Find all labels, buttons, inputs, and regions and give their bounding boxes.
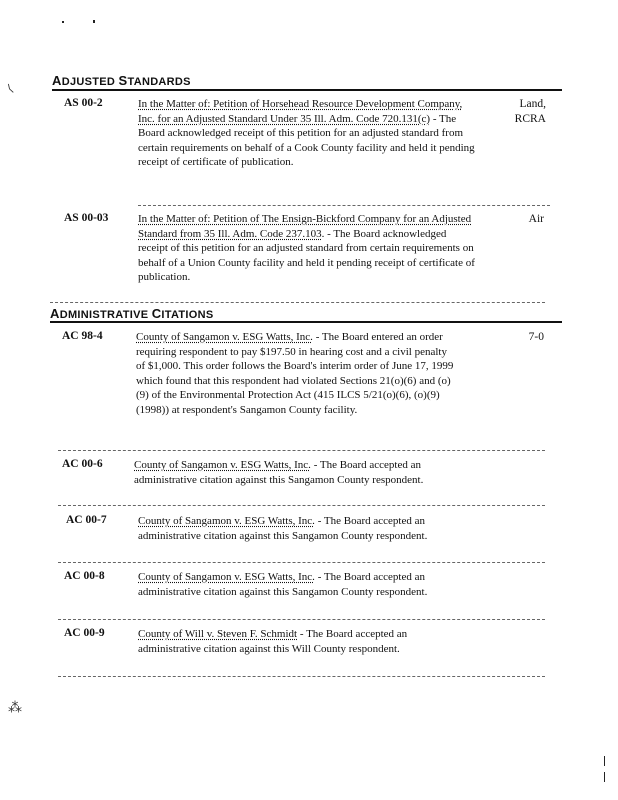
heading-rule bbox=[52, 89, 562, 91]
entry-divider bbox=[50, 302, 545, 303]
docket-number: AC 00-8 bbox=[64, 570, 105, 582]
entry-text: - The Board accepted an administrative citation against this Sangamon County respondent. bbox=[138, 571, 428, 598]
entry-divider bbox=[58, 450, 545, 451]
entry-description bbox=[134, 458, 460, 487]
entry-text: - The Board accepted an administrative citation against this Sangamon County respondent. bbox=[138, 515, 428, 542]
scan-edge-mark bbox=[604, 772, 605, 782]
entry-description bbox=[138, 97, 476, 170]
entry-text: - The Board acknowledged receipt of this petition for an adjusted standard from certain requirements on behalf of a Cook County facility and held it pending receipt of certificate of publication. bbox=[138, 112, 475, 169]
case-title-link[interactable]: In the Matter of: Petition of The Ensign-Bickford Company for an Adjusted Standard from 35 Ill. Adm. Code 237.103 bbox=[138, 213, 472, 240]
entry-divider bbox=[58, 562, 545, 563]
entry-divider bbox=[138, 205, 550, 206]
entry-text: - The Board accepted an administrative citation against this Will County respondent. bbox=[138, 628, 408, 655]
docket-number: AC 00-9 bbox=[64, 627, 105, 639]
scan-speck bbox=[62, 21, 64, 23]
scan-edge-mark bbox=[604, 756, 605, 766]
case-title-link[interactable]: County of Will v. Steven F. Schmidt bbox=[138, 628, 298, 640]
entry-text: - The Board entered an order requiring respondent to pay $197.50 in hearing cost and a civil penalty of $1,000. This order follows the Board's interim order of June 17, 1999 which found that this respondent had violated Sections 21(o)(6) and (o)(9) of the Environmental Protection Act (415 ILCS 5/21(o)(6), (o)(9) (1998)) at respondent's Sangamon County facility. bbox=[136, 331, 454, 416]
docket-number: AS 00-03 bbox=[64, 212, 109, 224]
heading-rule bbox=[50, 321, 562, 323]
case-title-link[interactable]: County of Sangamon v. ESG Watts, Inc. bbox=[136, 331, 313, 343]
docket-number: AC 98-4 bbox=[62, 330, 103, 342]
case-title-link[interactable]: County of Sangamon v. ESG Watts, Inc. bbox=[138, 571, 315, 583]
entry-text: . - The Board acknowledged receipt of this petition for an adjusted standard from certain requirements on behalf of a Union County facility and held it pending receipt of certificate of publication. bbox=[138, 227, 475, 284]
entry-divider bbox=[58, 619, 545, 620]
entry-description bbox=[138, 627, 442, 656]
category-label: Land, RCRA bbox=[514, 98, 546, 125]
entry-text: - The Board accepted an administrative citation against this Sangamon County respondent. bbox=[134, 459, 424, 486]
administrative-citations-heading: ADMINISTRATIVE CITATIONS bbox=[50, 306, 214, 321]
case-title-link[interactable]: In the Matter of: Petition of Horsehead Resource Development Company, Inc. for an Adjusted Standard Under 35 Ill. Adm. Code 720.131(c) bbox=[138, 98, 463, 125]
docket-number: AC 00-6 bbox=[62, 458, 103, 470]
docket-number: AS 00-2 bbox=[64, 97, 103, 109]
docket-number: AC 00-7 bbox=[66, 514, 107, 526]
scan-speck bbox=[93, 20, 95, 23]
entry-description bbox=[138, 514, 464, 543]
entry-divider bbox=[58, 676, 545, 677]
adjusted-standards-heading: ADJUSTED STANDARDS bbox=[52, 73, 191, 88]
entry-description bbox=[136, 330, 454, 418]
category-label: 7-0 bbox=[528, 331, 544, 343]
entry-description bbox=[138, 212, 476, 285]
scan-mark-bottom-left: ⁂ bbox=[8, 700, 22, 716]
entry-description bbox=[138, 570, 464, 599]
case-title-link[interactable]: County of Sangamon v. ESG Watts, Inc. bbox=[134, 459, 311, 471]
case-title-link[interactable]: County of Sangamon v. ESG Watts, Inc. bbox=[138, 515, 315, 527]
category-label: Air bbox=[528, 213, 544, 225]
scan-mark-left: ⟨ bbox=[5, 81, 16, 96]
entry-divider bbox=[58, 505, 545, 506]
